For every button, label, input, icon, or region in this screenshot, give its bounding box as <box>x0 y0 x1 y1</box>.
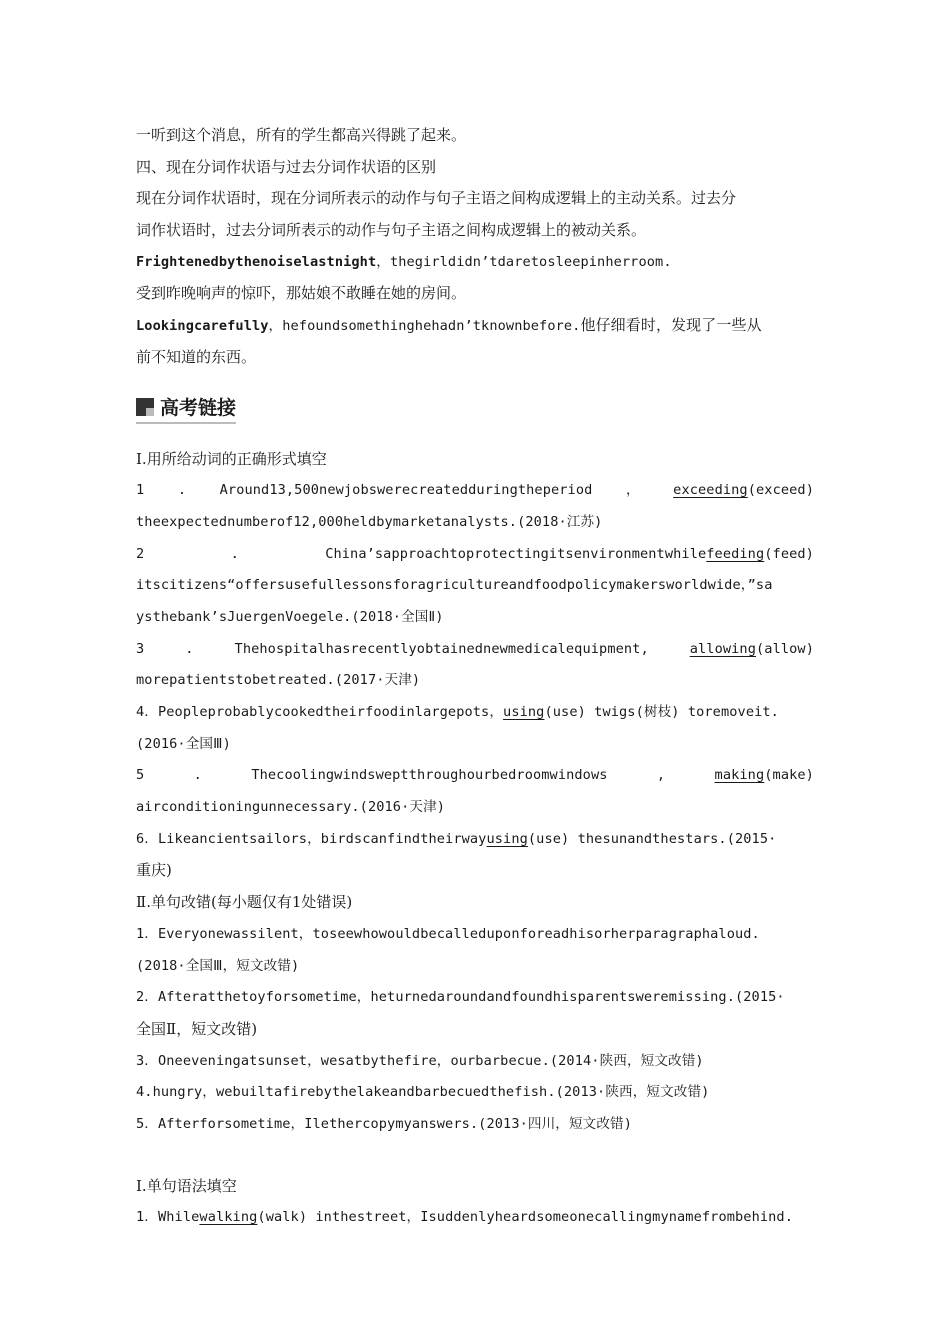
answer: walking <box>199 1209 258 1226</box>
verb-hint: (exceed) <box>747 482 814 499</box>
text-line: 现在分词作状语时，现在分词所表示的动作与句子主语之间构成逻辑上的主动关系。过去分 <box>136 189 737 208</box>
subheading: 四、现在分词作状语与过去分词作状语的区别 <box>136 157 437 176</box>
question-3-cont: morepatientstobetreated.(2017·天津) <box>136 672 421 689</box>
verb-hint: (make) <box>764 767 814 784</box>
q-dot: . <box>193 767 202 784</box>
q-dot: . <box>230 545 239 562</box>
question-6 <box>136 824 814 856</box>
question-5 <box>136 760 814 792</box>
text-line: 一听到这个消息，所有的学生都高兴得跳了起来。 <box>136 126 467 144</box>
question-2-cont: ysthebank’sJuergenVoegele.(2018·全国Ⅱ) <box>136 608 444 625</box>
q-text: Thecoolingwindsweptthroughourbedroomwindows <box>251 767 608 784</box>
q-text: 4．Peopleprobablycookedtheirfoodinlargepots， <box>136 704 504 720</box>
question-3 <box>136 634 814 666</box>
question-1 <box>136 475 814 507</box>
fill-question-1 <box>136 1202 814 1234</box>
q-number: 2 <box>136 545 145 562</box>
example-rest: ，hefoundsomethinghehadn’tknownbefore. <box>268 318 581 335</box>
correction-2-cont: 全国Ⅱ，短文改错) <box>136 1019 258 1038</box>
q-comma: ， <box>625 482 640 499</box>
example-sentence <box>136 310 814 342</box>
question-2 <box>136 539 814 571</box>
verb-hint: (feed) <box>764 545 814 562</box>
q-text: 6．Likeancientsailors，birdscanfindtheirway <box>136 830 487 847</box>
q-dot: . <box>185 640 194 657</box>
question-5-cont: airconditioningunnecessary.(2016·天津) <box>136 799 446 816</box>
answer: using <box>486 830 528 847</box>
example-translation: 受到昨晚响声的惊吓，那姑娘不敢睡在她的房间。 <box>136 284 467 303</box>
question-4 <box>136 697 814 729</box>
answer: using <box>503 704 545 720</box>
example-sentence <box>136 247 814 279</box>
q-number: 3 <box>136 640 145 657</box>
section-title: 高考链接 <box>160 397 237 419</box>
correction-3: 3．Oneeveningatsunset，wesatbythefire，ourbarbecue.(2014·陕西，短文改错) <box>136 1052 704 1069</box>
section-header <box>136 374 814 444</box>
q-dot: . <box>177 482 187 499</box>
part-heading: Ⅰ.单句语法填空 <box>136 1176 237 1195</box>
correction-4: 4.hungry，webuiltafirebythelakeandbarbecuedthefish.(2013·陕西，短文改错) <box>136 1084 710 1101</box>
example-rest: ，thegirldidn’tdaretosleepinherroom. <box>376 253 672 270</box>
q-text: China’sapproachtoprotectingitsenvironmentwhile <box>325 545 707 562</box>
q-text: (use) thesunandthestars.(2015· <box>527 830 777 847</box>
q-comma: , <box>656 767 666 784</box>
answer: feeding <box>706 545 765 562</box>
question-1-cont: theexpectednumberof12,000heldbymarketanalysts.(2018·江苏) <box>136 513 603 530</box>
answer: allowing <box>689 640 756 657</box>
document-page <box>136 120 814 1234</box>
q-text: 1．While <box>136 1209 200 1226</box>
example-participle: Lookingcarefully <box>136 318 269 335</box>
correction-1-cont: (2018·全国Ⅲ，短文改错) <box>136 957 300 974</box>
correction-2: 2．Afteratthetoyforsometime，heturnedaroundandfoundhisparentsweremissing.(2015· <box>136 989 785 1006</box>
correction-5: 5．Afterforsometime，Ilethercopymyanswers.(2013·四川，短文改错) <box>136 1115 633 1132</box>
q-text: (use) twigs(树枝) toremoveit. <box>544 704 779 720</box>
q-text: Around13,500newjobswerecreatedduringtheperiod <box>219 482 593 499</box>
question-6-cont: 重庆) <box>136 861 172 880</box>
correction-1: 1．Everyonewassilent，toseewhowouldbecalleduponforeadhisorherparagraphaloud. <box>136 925 760 942</box>
answer: exceeding <box>673 482 748 499</box>
q-text: Thehospitalhasrecentlyobtainednewmedicalequipment, <box>234 640 649 657</box>
question-4-cont: (2016·全国Ⅲ) <box>136 735 231 752</box>
answer: making <box>714 767 765 784</box>
example-participle: Frightenedbythenoiselastnight <box>136 253 377 270</box>
question-2-cont: itscitizens“offersusefullessonsforagricultureandfoodpolicymakersworldwide，”sa <box>136 577 773 594</box>
example-translation: 前不知道的东西。 <box>136 347 257 366</box>
text-line: 词作状语时，过去分词所表示的动作与句子主语之间构成逻辑上的被动关系。 <box>136 221 647 240</box>
verb-hint: (allow) <box>756 640 814 657</box>
part-heading: Ⅱ.单句改错(每小题仅有1处错误) <box>136 893 353 912</box>
example-translation: 他仔细看时，发现了一些从 <box>580 316 762 335</box>
section-square-icon <box>136 398 154 416</box>
q-text: (walk) inthestreet，Isuddenlyheardsomeonecallingmynamefrombehind. <box>257 1209 793 1226</box>
q-number: 5 <box>136 767 145 784</box>
q-number: 1 <box>136 482 145 499</box>
part-heading: Ⅰ.用所给动词的正确形式填空 <box>136 449 327 468</box>
